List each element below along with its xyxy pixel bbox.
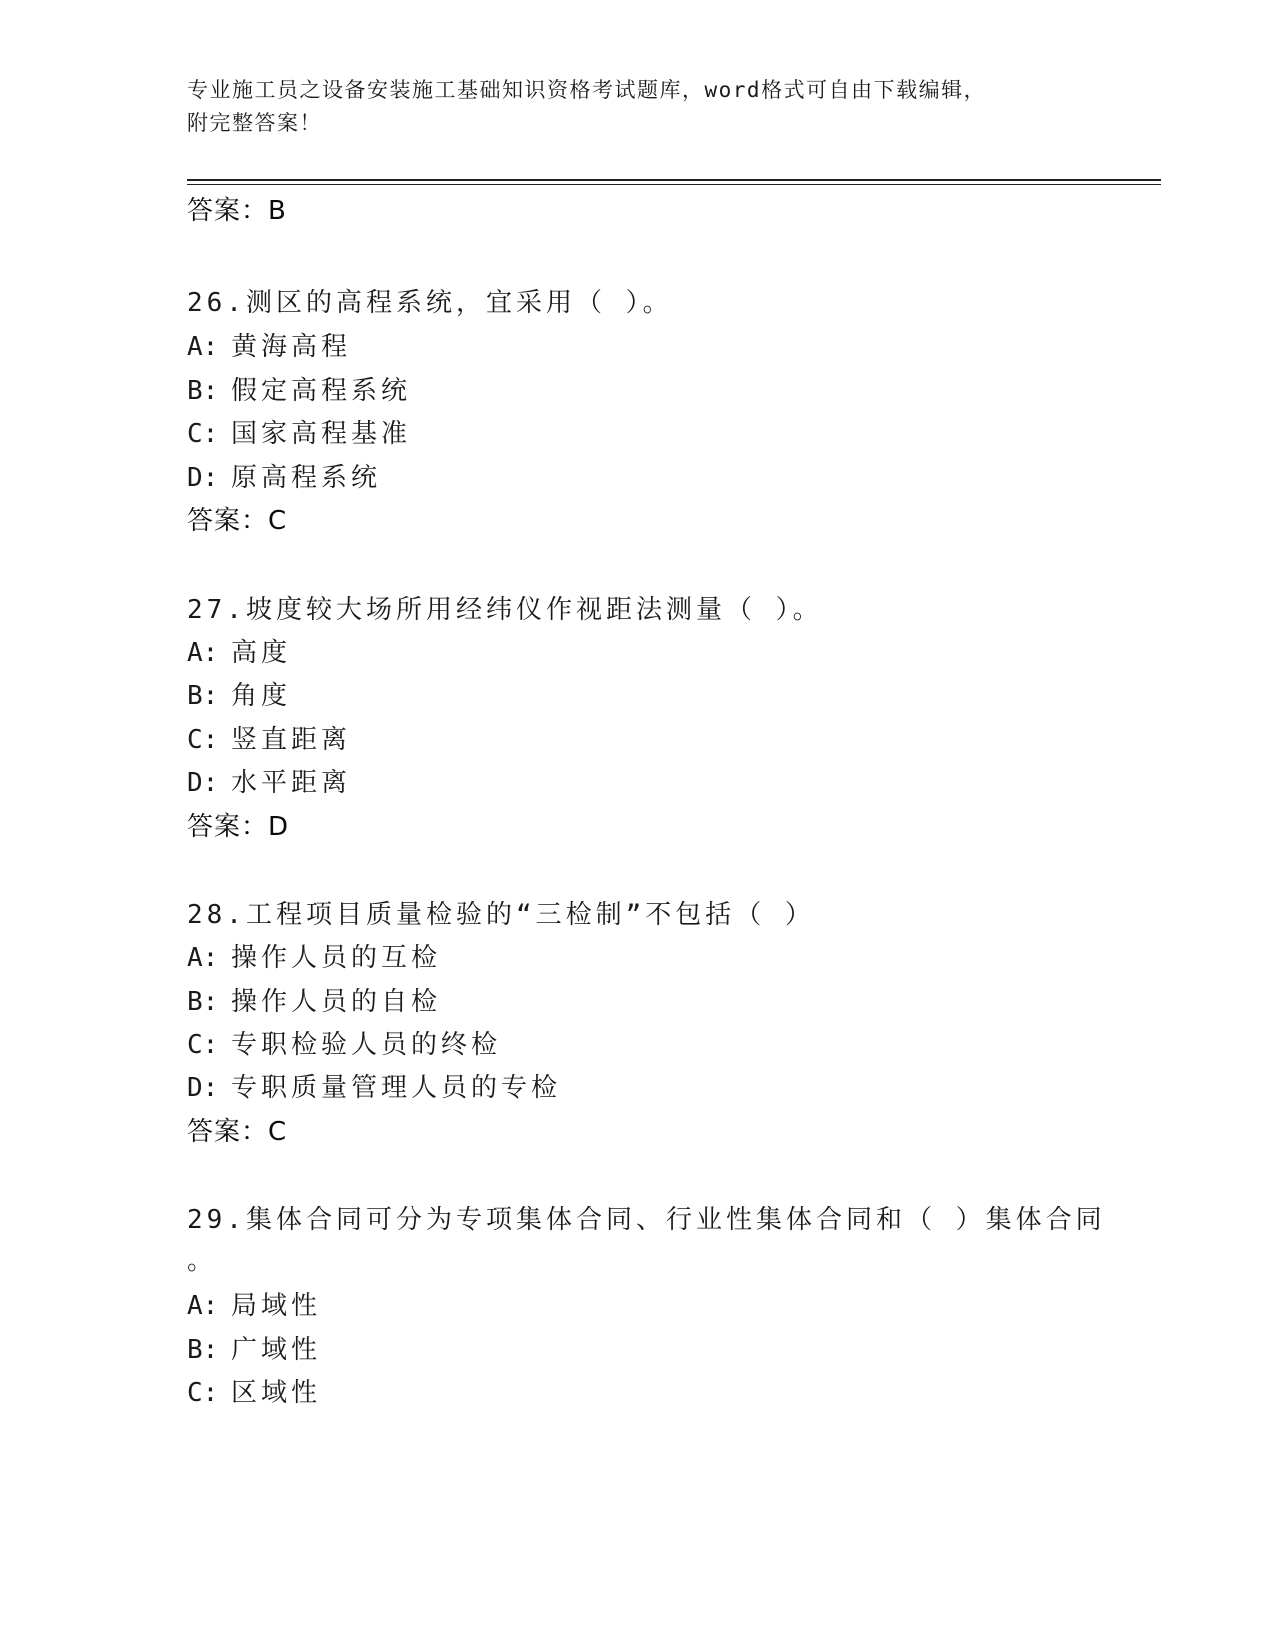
question-29-stem: 29.集体合同可分为专项集体合同、行业性集体合同和（ ）集体合同 <box>187 1205 1106 1235</box>
option-label: A: <box>187 332 219 362</box>
question-28-option-a <box>187 937 441 974</box>
option-text: 操作人员的互检 <box>231 943 442 973</box>
question-27-stem: 27.坡度较大场所用经纬仪作视距法测量（ ）。 <box>187 595 823 625</box>
option-label: A: <box>187 943 219 973</box>
option-text: 高度 <box>231 638 292 668</box>
question-26-option-b <box>187 370 411 407</box>
question-26-option-d <box>187 457 381 494</box>
answer-prev: 答案：B <box>187 196 287 226</box>
question-27-option-a <box>187 632 291 669</box>
question-29-option-b <box>187 1329 321 1366</box>
option-label: C: <box>187 725 219 755</box>
option-text: 原高程系统 <box>231 463 382 493</box>
option-label: B: <box>187 681 219 711</box>
option-text: 专职检验人员的终检 <box>231 1030 502 1060</box>
document-header <box>187 74 1067 140</box>
question-27-option-b <box>187 675 291 712</box>
question-29-option-c <box>187 1372 321 1409</box>
question-27-answer: 答案：D <box>187 812 290 842</box>
option-label: C: <box>187 1030 219 1060</box>
option-text: 广域性 <box>231 1335 322 1365</box>
option-label: A: <box>187 638 219 668</box>
option-text: 国家高程基准 <box>231 419 412 449</box>
question-26-answer: 答案：C <box>187 506 288 536</box>
option-label: B: <box>187 987 219 1017</box>
question-27-option-d <box>187 762 351 799</box>
header-line-2: 附完整答案！ <box>187 111 322 135</box>
option-label: D: <box>187 463 219 493</box>
option-text: 假定高程系统 <box>231 376 412 406</box>
question-28-stem: 28.工程项目质量检验的“三检制”不包括（ ） <box>187 900 815 930</box>
question-26-stem: 26.测区的高程系统，宜采用（ ）。 <box>187 288 673 318</box>
question-28-option-c <box>187 1024 501 1061</box>
question-29-stem-continuation: 。 <box>187 1246 218 1276</box>
question-27-option-c <box>187 719 351 756</box>
option-label: B: <box>187 376 219 406</box>
option-text: 操作人员的自检 <box>231 987 442 1017</box>
question-26-option-c <box>187 413 411 450</box>
option-text: 黄海高程 <box>231 332 352 362</box>
option-label: A: <box>187 1291 219 1321</box>
option-text: 局域性 <box>231 1291 322 1321</box>
option-text: 区域性 <box>231 1378 322 1408</box>
question-28-option-d <box>187 1067 561 1104</box>
option-label: C: <box>187 419 219 449</box>
question-28-option-b <box>187 981 441 1018</box>
header-line-1: 专业施工员之设备安装施工基础知识资格考试题库，word格式可自由下载编辑， <box>187 78 987 102</box>
option-label: C: <box>187 1378 219 1408</box>
option-text: 水平距离 <box>231 768 352 798</box>
header-divider <box>187 179 1161 185</box>
option-label: B: <box>187 1335 219 1365</box>
option-text: 专职质量管理人员的专检 <box>231 1073 562 1103</box>
option-label: D: <box>187 1073 219 1103</box>
option-text: 竖直距离 <box>231 725 352 755</box>
question-29-option-a <box>187 1285 321 1322</box>
question-26-option-a <box>187 326 351 363</box>
option-text: 角度 <box>231 681 292 711</box>
option-label: D: <box>187 768 219 798</box>
question-28-answer: 答案：C <box>187 1117 288 1147</box>
